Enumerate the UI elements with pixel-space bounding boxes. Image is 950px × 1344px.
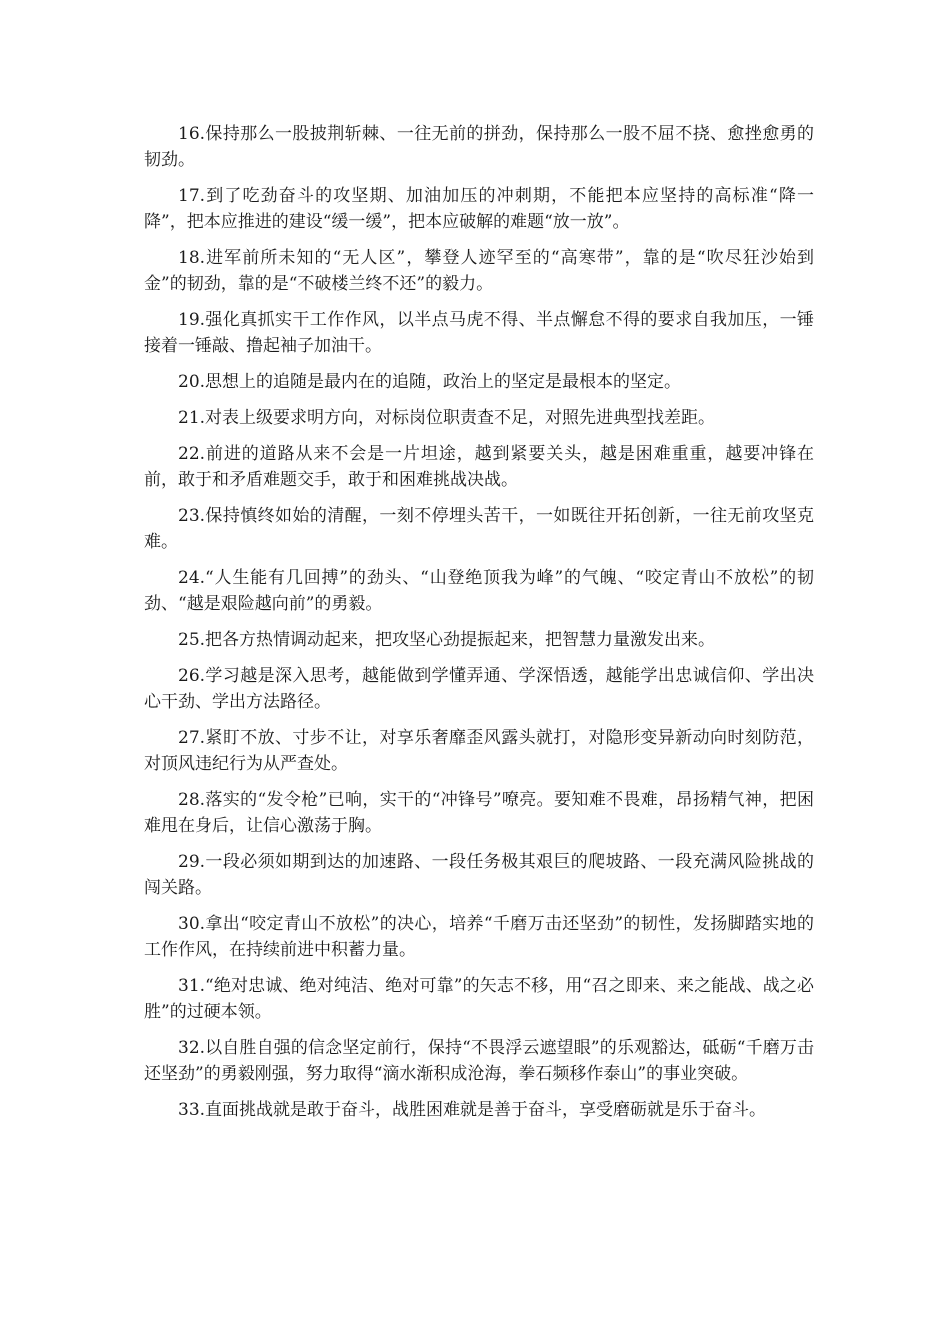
paragraph-21: 21.对表上级要求明方向，对标岗位职责查不足，对照先进典型找差距。 xyxy=(178,408,716,428)
paragraph-18: 18.进军前所未知的“无人区”，攀登人迹罕至的“高寒带”，靠的是“吹尽狂沙始到金”的韧劲，靠的是“不破楼兰终不还”的毅力。 xyxy=(144,248,814,294)
paragraph-20: 20.思想上的追随是最内在的追随，政治上的坚定是最根本的坚定。 xyxy=(178,372,682,392)
paragraph-31: 31.“绝对忠诚、绝对纯洁、绝对可靠”的矢志不移，用“召之即来、来之能战、战之必胜”的过硬本领。 xyxy=(144,976,814,1022)
paragraph-16: 16.保持那么一股披荆斩棘、一往无前的拼劲，保持那么一股不屈不挠、愈挫愈勇的韧劲。 xyxy=(144,124,814,170)
paragraph-33: 33.直面挑战就是敢于奋斗，战胜困难就是善于奋斗，享受磨砺就是乐于奋斗。 xyxy=(178,1100,767,1120)
paragraph-28: 28.落实的“发令枪”已响，实干的“冲锋号”嘹亮。要知难不畏难，昂扬精气神，把困难甩在身后，让信心激荡于胸。 xyxy=(144,790,814,836)
paragraph-24: 24.“人生能有几回搏”的劲头、“山登绝顶我为峰”的气魄、“咬定青山不放松”的韧劲、“越是艰险越向前”的勇毅。 xyxy=(144,568,814,614)
paragraph-27: 27.紧盯不放、寸步不让，对享乐奢靡歪风露头就打，对隐形变异新动向时刻防范，对顶风违纪行为从严查处。 xyxy=(144,728,814,774)
paragraph-29: 29.一段必须如期到达的加速路、一段任务极其艰巨的爬坡路、一段充满风险挑战的闯关路。 xyxy=(144,852,814,898)
paragraph-26: 26.学习越是深入思考，越能做到学懂弄通、学深悟透，越能学出忠诚信仰、学出决心干劲、学出方法路径。 xyxy=(144,666,814,712)
paragraph-17: 17.到了吃劲奋斗的攻坚期、加油加压的冲刺期，不能把本应坚持的高标准“降一降”，把本应推进的建设“缓一缓”，把本应破解的难题“放一放”。 xyxy=(144,186,814,232)
paragraph-22: 22.前进的道路从来不会是一片坦途，越到紧要关头，越是困难重重，越要冲锋在前，敢于和矛盾难题交手，敢于和困难挑战决战。 xyxy=(144,444,814,490)
paragraph-30: 30.拿出“咬定青山不放松”的决心，培养“千磨万击还坚劲”的韧性，发扬脚踏实地的工作作风，在持续前进中积蓄力量。 xyxy=(144,914,814,960)
document-body xyxy=(144,121,814,1133)
paragraph-23: 23.保持慎终如始的清醒，一刻不停埋头苦干，一如既往开拓创新，一往无前攻坚克难。 xyxy=(144,506,814,552)
paragraph-32: 32.以自胜自强的信念坚定前行，保持“不畏浮云遮望眼”的乐观豁达，砥砺“千磨万击还坚劲”的勇毅刚强，努力取得“滴水渐积成沧海，拳石频移作泰山”的事业突破。 xyxy=(144,1038,814,1084)
paragraph-25: 25.把各方热情调动起来，把攻坚心劲提振起来，把智慧力量激发出来。 xyxy=(178,630,716,650)
paragraph-19: 19.强化真抓实干工作作风，以半点马虎不得、半点懈怠不得的要求自我加压，一锤接着一锤敲、撸起袖子加油干。 xyxy=(144,310,814,356)
